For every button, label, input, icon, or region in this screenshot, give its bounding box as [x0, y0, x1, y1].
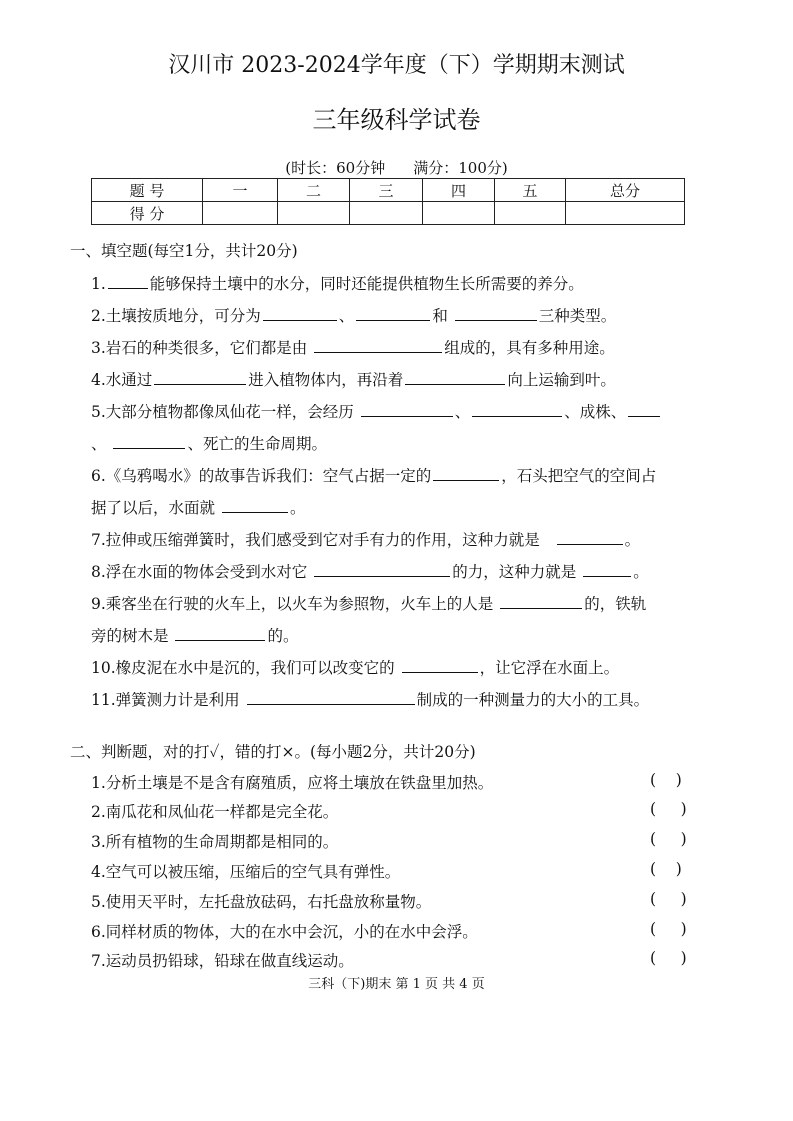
q-text: 2.土壤按质地分，可分为 [91, 307, 261, 325]
q-text: 三种类型。 [538, 307, 617, 325]
answer-blank[interactable] [222, 511, 288, 513]
q-text: 的，铁轨 [584, 595, 647, 613]
answer-blank[interactable] [500, 607, 582, 609]
q-text: 制成的一种测量力的大小的工具。 [416, 691, 650, 709]
exam-info [0, 157, 793, 178]
question-5-cont [91, 432, 327, 454]
q-text: 1. [91, 275, 106, 293]
q-text: 和 [432, 307, 448, 325]
question-9 [91, 592, 646, 614]
answer-blank[interactable] [113, 447, 185, 449]
q-text: 向上运输到叶。 [507, 371, 616, 389]
score-input-cell[interactable] [495, 202, 566, 225]
score-cell: 总分 [566, 179, 685, 202]
question-7 [91, 528, 640, 550]
q-text: 旁的树木是 [91, 627, 169, 645]
judgement-3: 3.所有植物的生命周期都是相同的。 [91, 833, 339, 851]
q-text: 、 [338, 307, 355, 325]
judgement-7: 7.运动员扔铅球，铅球在做直线运动。 [91, 952, 354, 970]
answer-blank[interactable] [356, 319, 430, 321]
score-input-cell[interactable] [203, 202, 278, 225]
q-text: 6.《乌鸦喝水》的故事告诉我们：空气占据一定的 [91, 467, 432, 485]
question-2 [91, 304, 616, 326]
answer-blank[interactable] [247, 703, 415, 705]
q-text: 的。 [267, 627, 299, 645]
score-input-cell[interactable] [423, 202, 495, 225]
page-footer: 三科（下)期末 第 1 页 共 4 页 [308, 977, 485, 992]
score-cell: 题 号 [92, 179, 203, 202]
q-text: 。 [633, 563, 649, 581]
q-text: 5.大部分植物都像凤仙花一样，会经历 [91, 403, 354, 421]
judgement-6: 6.同样材质的物体，大的在水中会沉，小的在水中会浮。 [91, 923, 478, 941]
answer-parentheses[interactable]: ( ) [650, 771, 682, 789]
answer-blank[interactable] [361, 415, 453, 417]
exam-title: 汉川市 2023-2024学年度（下）学期期末测试 [168, 53, 625, 78]
q-text: 组成的，具有多种用途。 [444, 339, 615, 357]
section-1-title: 一、填空题(每空1分，共计20分) [70, 242, 298, 260]
answer-parentheses[interactable]: ( ) [650, 920, 687, 938]
score-cell: 三 [350, 179, 423, 202]
exam-full-score: 满分：100分) [413, 159, 508, 177]
score-input-cell[interactable] [278, 202, 350, 225]
q-text: 3.岩石的种类很多，它们都是由 [91, 339, 308, 357]
q-text: 4.水通过 [91, 371, 153, 389]
question-1 [91, 272, 584, 294]
answer-parentheses[interactable]: ( ) [650, 890, 687, 908]
score-cell: 五 [495, 179, 566, 202]
score-table-header-row [92, 179, 685, 202]
question-5 [91, 400, 662, 422]
answer-blank[interactable] [455, 319, 537, 321]
q-text: 、成株、 [564, 403, 627, 421]
answer-blank[interactable] [314, 575, 450, 577]
answer-blank[interactable] [433, 479, 499, 481]
answer-blank[interactable] [557, 543, 623, 545]
exam-duration: (时长：60分钟 [285, 159, 386, 177]
score-cell: 四 [423, 179, 495, 202]
score-table [91, 178, 685, 225]
question-3 [91, 336, 615, 358]
q-text: ，让它浮在水面上。 [479, 659, 620, 677]
q-text: 、死亡的生命周期。 [187, 435, 327, 453]
answer-blank[interactable] [583, 575, 631, 577]
q-text: 据了以后，水面就 [91, 499, 216, 517]
score-input-cell[interactable] [350, 202, 423, 225]
q-text: 。 [624, 531, 641, 549]
score-table-score-row [92, 202, 685, 225]
answer-blank[interactable] [628, 415, 660, 417]
exam-subtitle: 三年级科学试卷 [312, 106, 481, 134]
question-11 [91, 688, 649, 710]
answer-blank[interactable] [314, 351, 442, 353]
q-text: 8.浮在水面的物体会受到水对它 [91, 563, 308, 581]
question-6-cont [91, 496, 305, 518]
q-text: 的力，这种力就是 [452, 563, 577, 581]
question-4 [91, 368, 616, 390]
section-2-title: 二、判断题，对的打✓，错的打×。(每小题2分，共计20分) [70, 743, 476, 761]
answer-blank[interactable] [472, 415, 562, 417]
question-6 [91, 464, 656, 486]
answer-parentheses[interactable]: ( ) [650, 949, 687, 967]
answer-blank[interactable] [108, 287, 148, 289]
answer-blank[interactable] [263, 319, 337, 321]
question-10 [91, 656, 619, 678]
q-text: 。 [289, 499, 306, 517]
q-text: 11.弹簧测力计是利用 [91, 691, 240, 709]
q-text: 9.乘客坐在行驶的火车上，以火车为参照物，火车上的人是 [91, 595, 494, 613]
answer-blank[interactable] [154, 383, 246, 385]
q-text: 能够保持土壤中的水分，同时还能提供植物生长所需要的养分。 [149, 275, 584, 293]
score-cell: 得 分 [92, 202, 203, 225]
answer-blank[interactable] [405, 383, 505, 385]
q-text: 10.橡皮泥在水中是沉的，我们可以改变它的 [91, 659, 395, 677]
judgement-5: 5.使用天平时，左托盘放砝码，右托盘放称量物。 [91, 893, 432, 911]
question-8 [91, 560, 649, 582]
q-text: 7.拉伸或压缩弹簧时，我们感受到它对手有力的作用，这种力就是 [91, 531, 540, 549]
answer-blank[interactable] [402, 671, 478, 673]
q-text: 、 [91, 435, 107, 453]
score-cell: 二 [278, 179, 350, 202]
question-9-cont [91, 624, 298, 646]
answer-parentheses[interactable]: ( ) [650, 830, 687, 848]
score-input-cell[interactable] [566, 202, 685, 225]
answer-blank[interactable] [175, 639, 265, 641]
q-text: 进入植物体内，再沿着 [248, 371, 404, 389]
q-text: ，石头把空气的空间占 [501, 467, 657, 485]
score-cell: 一 [203, 179, 278, 202]
q-text: 、 [454, 403, 471, 421]
answer-parentheses[interactable]: ( ) [650, 860, 682, 878]
judgement-1: 1.分析土壤是不是含有腐殖质，应将土壤放在铁盘里加热。 [91, 774, 494, 792]
judgement-4: 4.空气可以被压缩，压缩后的空气具有弹性。 [91, 863, 401, 881]
judgement-2: 2.南瓜花和凤仙花一样都是完全花。 [91, 803, 339, 821]
answer-parentheses[interactable]: ( ) [650, 800, 687, 818]
